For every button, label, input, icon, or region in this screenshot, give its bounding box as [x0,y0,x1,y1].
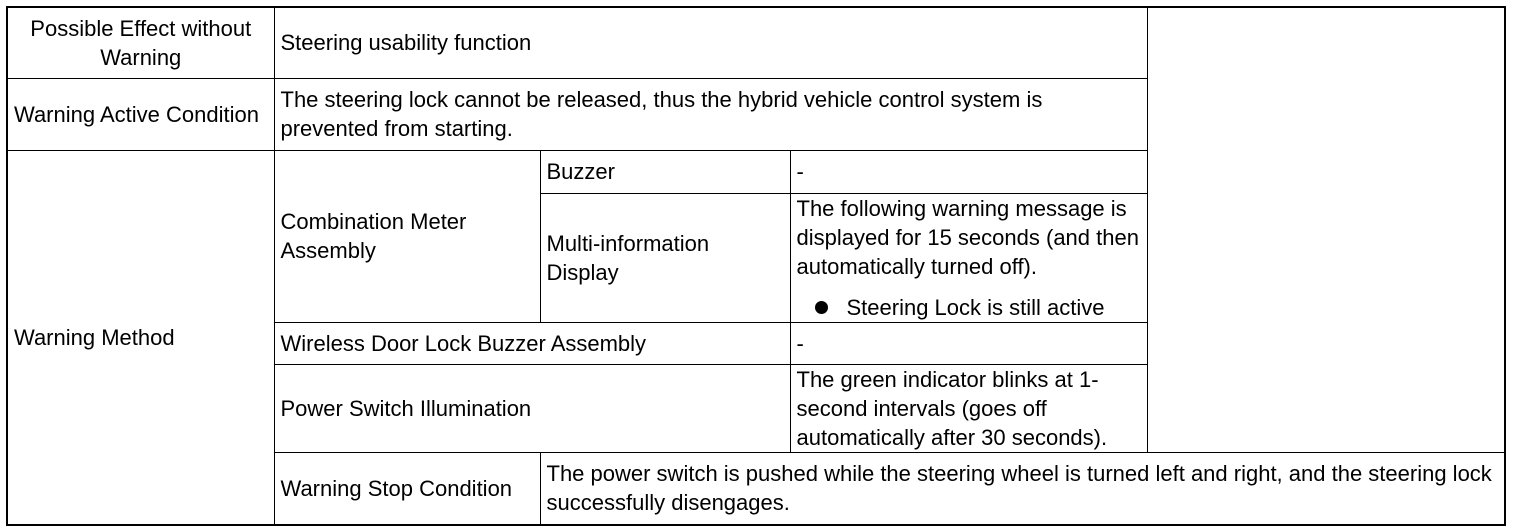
power-switch-value: The green indicator blinks at 1-second intervals (goes off automatically after 30 seconds). [790,364,1148,452]
warning-table [6,6,1506,526]
warning-message: Steering Lock is still active [846,294,1105,320]
row-buzzer [7,150,1505,193]
multi-info-display-value [790,193,1148,322]
buzzer-label: Buzzer [540,150,790,193]
row-possible-effect [7,7,1505,78]
multi-info-display-label: Multi-information Display [540,193,790,322]
buzzer-value: - [790,150,1148,193]
power-switch-label: Power Switch Illumination [274,364,790,452]
door-lock-buzzer-value: - [790,322,1148,364]
multi-info-display-text: The following warning message is displayed for 15 seconds (and then automatically turned off). [796,195,1139,279]
warning-method-label: Warning Method [7,150,274,525]
warning-stop-value: The power switch is pushed while the steering wheel is turned left and right, and the steering lock successfully disengages. [540,452,1505,525]
bullet-icon [815,301,828,314]
combination-meter-label: Combination Meter Assembly [274,150,540,322]
row-warning-active [7,78,1505,150]
possible-effect-label: Possible Effect without Warning [7,7,274,78]
warning-stop-label: Warning Stop Condition [274,452,540,525]
warning-message-item [797,293,1142,322]
warning-active-value: The steering lock cannot be released, thus the hybrid vehicle control system is prevented from starting. [274,78,1148,150]
possible-effect-value: Steering usability function [274,7,1148,78]
door-lock-buzzer-label: Wireless Door Lock Buzzer Assembly [274,322,790,364]
warning-active-label: Warning Active Condition [7,78,274,150]
